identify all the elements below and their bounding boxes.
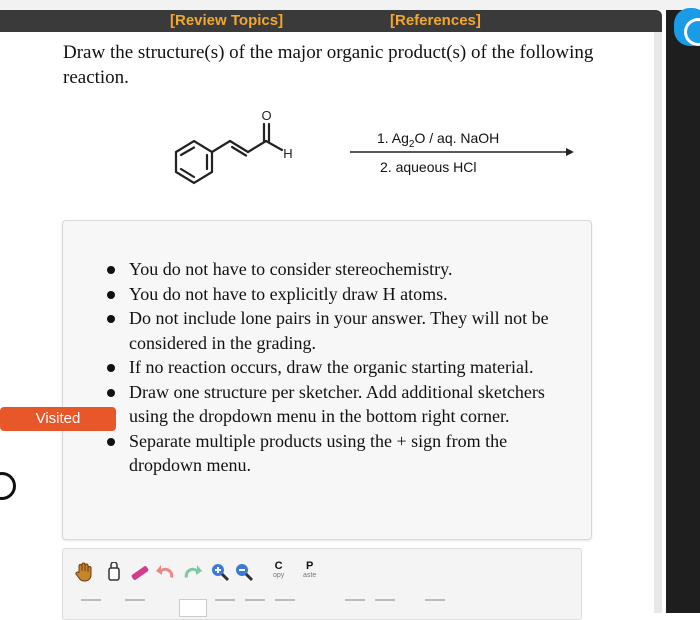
structure-tool[interactable]	[125, 599, 145, 617]
chain-bond	[212, 141, 230, 152]
condition-1-subscript: 2	[408, 138, 415, 150]
chain-bond	[248, 141, 266, 152]
zoom-out-button[interactable]	[233, 561, 255, 583]
instructions-list	[107, 257, 577, 478]
reactant-structure	[176, 124, 282, 183]
hand-tool[interactable]	[73, 561, 95, 583]
instruction-item: If no reaction occurs, draw the organic starting material.	[107, 355, 577, 380]
lasso-icon	[106, 562, 122, 582]
redo-icon	[181, 562, 203, 582]
copy-button[interactable]	[273, 561, 284, 580]
structure-tool[interactable]	[215, 599, 235, 617]
right-edge-panel	[666, 10, 700, 613]
zoom-in-icon	[210, 562, 230, 582]
references-link[interactable]: [References]	[390, 12, 481, 29]
hand-icon	[75, 562, 93, 582]
ring-tool[interactable]	[375, 599, 395, 617]
paste-button[interactable]	[303, 561, 316, 580]
paste-label-big: P	[305, 560, 314, 572]
copy-label-big: C	[274, 560, 283, 572]
instruction-item: You do not have to consider stereochemistry.	[107, 257, 577, 282]
aldehyde-ch-bond	[266, 141, 282, 150]
question-text: Draw the structure(s) of the major organic product(s) of the following reaction.	[63, 42, 594, 88]
hydrogen-label: H	[283, 146, 293, 161]
reaction-scheme	[168, 100, 588, 200]
page-scroll-edge	[654, 32, 662, 613]
instruction-item: Separate multiple products using the + sign from the dropdown menu.	[107, 429, 577, 478]
left-circle-control[interactable]	[0, 472, 16, 500]
instructions-box	[62, 220, 592, 540]
instruction-item: You do not have to explicitly draw H atoms.	[107, 282, 577, 307]
condition-1-suffix: O / aq. NaOH	[414, 130, 500, 146]
visited-badge[interactable]: Visited	[0, 407, 116, 431]
structure-tool-selected[interactable]	[179, 599, 207, 617]
structure-tool[interactable]	[275, 599, 295, 617]
condition-step-2: 2. aqueous HCl	[380, 159, 477, 175]
instruction-item: Draw one structure per sketcher. Add additional sketchers using the dropdown menu in the bottom right corner.	[107, 380, 577, 429]
structure-tool[interactable]	[81, 599, 101, 617]
ring-tool[interactable]	[425, 599, 445, 617]
arrow-head	[566, 148, 574, 156]
sketcher-toolbar	[62, 548, 582, 620]
zoom-out-icon	[234, 562, 254, 582]
undo-icon	[155, 562, 177, 582]
condition-step-1	[377, 130, 499, 150]
redo-button[interactable]	[181, 561, 203, 583]
zoom-in-button[interactable]	[209, 561, 231, 583]
structure-tools-row	[75, 599, 565, 619]
review-topics-link[interactable]: [Review Topics]	[170, 12, 284, 29]
eraser-tool[interactable]	[129, 561, 151, 583]
top-bar	[0, 10, 662, 32]
instruction-item: Do not include lone pairs in your answer. They will not be considered in the grading.	[107, 306, 577, 355]
copy-label-small: opy	[273, 572, 285, 579]
undo-button[interactable]	[155, 561, 177, 583]
structure-tool[interactable]	[245, 599, 265, 617]
paste-label-small: aste	[303, 572, 317, 579]
top-background	[0, 0, 700, 10]
ring-tool[interactable]	[345, 599, 365, 617]
lasso-tool[interactable]	[103, 561, 125, 583]
condition-1-prefix: 1. Ag	[377, 130, 409, 146]
eraser-icon	[129, 562, 151, 582]
oxygen-label: O	[261, 108, 272, 123]
